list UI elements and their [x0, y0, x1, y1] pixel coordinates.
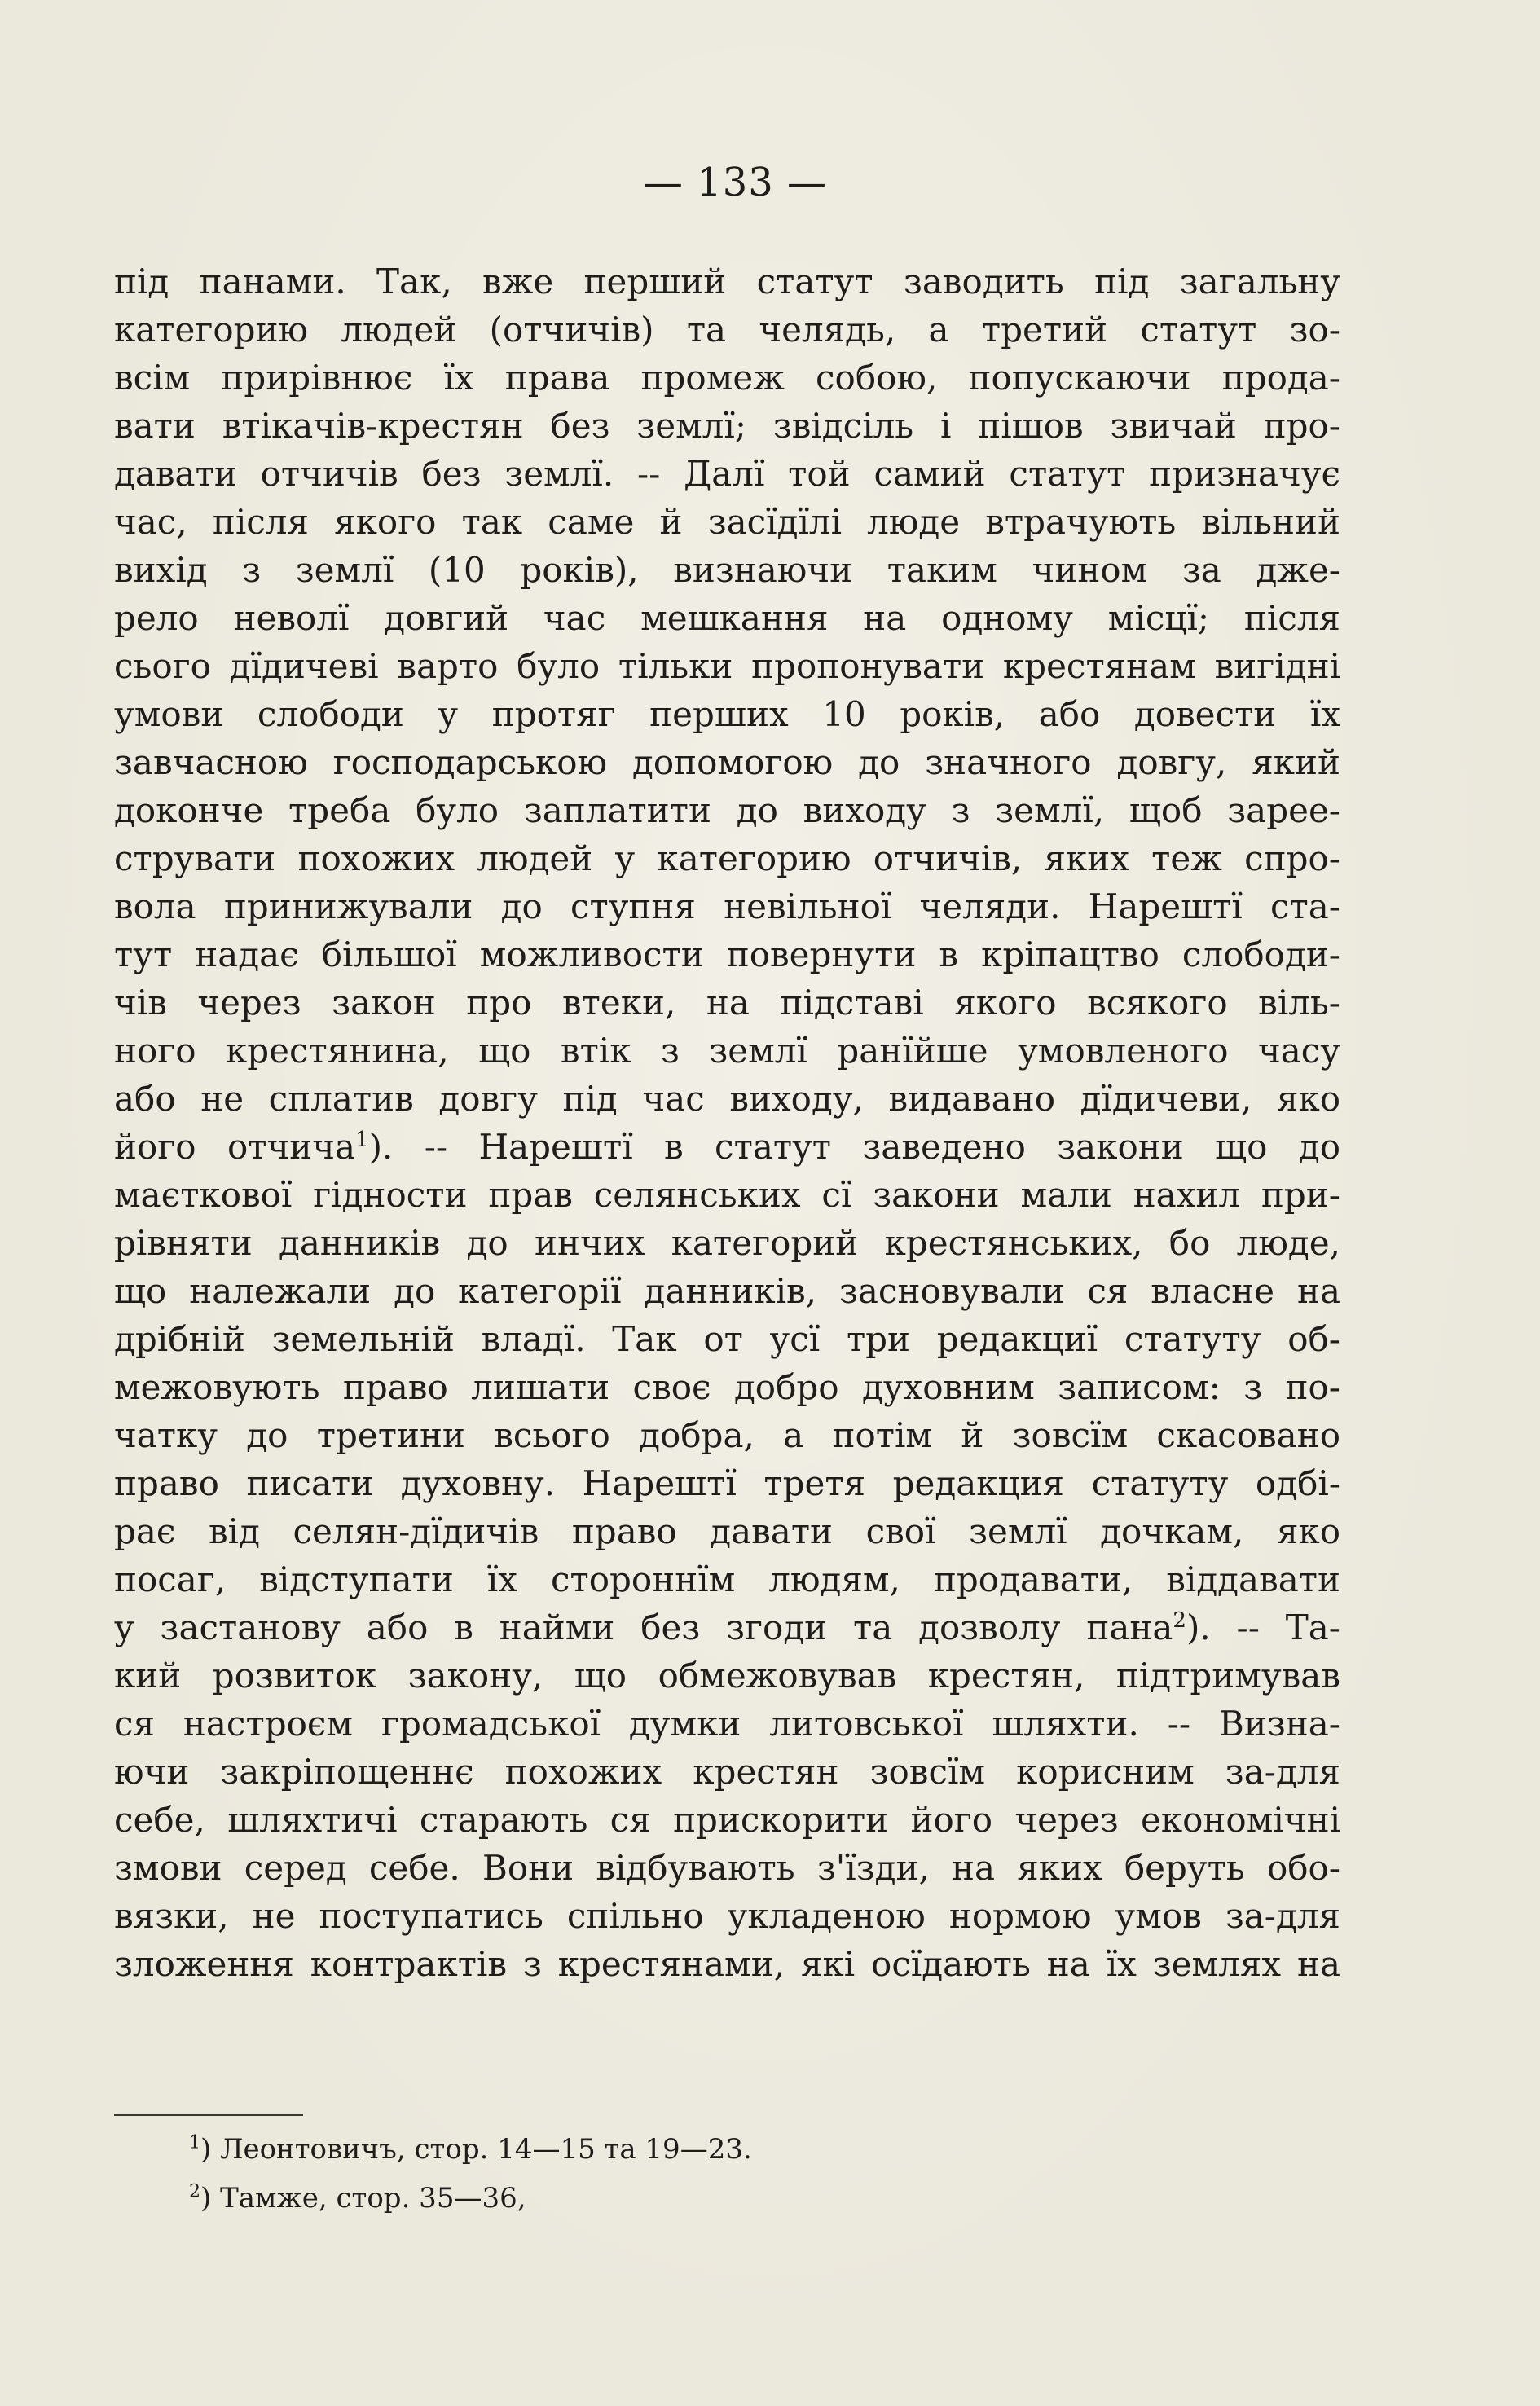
text-line-main: змови серед себе. Вони відбувають з'їзди, на яких беруть обо-	[114, 1848, 1340, 1888]
text-line	[114, 1027, 1340, 1075]
text-line	[114, 1940, 1340, 1988]
text-line	[114, 1219, 1340, 1267]
text-line-continuation: ). -- Та-	[1186, 1608, 1340, 1647]
text-line-content	[114, 257, 1340, 306]
text-line-content	[114, 1411, 1340, 1459]
text-line-content	[114, 1219, 1340, 1267]
text-line-content	[114, 738, 1340, 786]
text-line-content	[114, 354, 1340, 402]
text-line-content	[114, 594, 1340, 642]
text-line	[114, 498, 1340, 546]
text-line-content	[114, 690, 1340, 738]
text-line	[114, 354, 1340, 402]
text-line-main: вязки, не поступатись спільно укладеною нормою умов за-для	[114, 1896, 1340, 1936]
text-line	[114, 1844, 1340, 1892]
footnote-item	[189, 2125, 1167, 2174]
text-line-content	[114, 642, 1340, 690]
text-line	[114, 450, 1340, 498]
text-line	[114, 786, 1340, 834]
footnote-text: ) Тамже, стор. 35—36,	[200, 2182, 526, 2215]
text-line-main: вола принижували до ступня невільної челяди. Нарештї ста-	[114, 886, 1340, 926]
text-line-main: чів через закон про втеки, на підставі якого всякого віль-	[114, 983, 1340, 1023]
text-line	[114, 1075, 1340, 1123]
text-line-main: у застанову або в найми без згоди та дозволу пана	[114, 1608, 1173, 1647]
text-line	[114, 306, 1340, 354]
text-line-content	[114, 834, 1340, 882]
text-line-content	[114, 1075, 1340, 1123]
text-line-main: давати отчичів без землї. -- Далї той самий статут призначує	[114, 454, 1340, 494]
text-line-main: всім прирівнює їх права промеж собою, попускаючи прода-	[114, 358, 1340, 398]
text-line-content	[114, 450, 1340, 498]
text-line	[114, 257, 1340, 306]
text-line-main: завчасною господарською допомогою до значного довгу, який	[114, 742, 1340, 782]
text-line-main: право писати духовну. Нарештї третя редакция статуту одбі-	[114, 1463, 1340, 1503]
text-line-main: струвати похожих людей у категорию отчичів, яких теж спро-	[114, 838, 1340, 878]
text-line-main: вихід з землї (10 років), визнаючи таким чином за дже-	[114, 550, 1340, 590]
text-line-main: умови слободи у протяг перших 10 років, або довести їх	[114, 694, 1340, 734]
text-line	[114, 1603, 1340, 1652]
text-line-continuation: ). -- Нарештї в статут заведено закони що до	[368, 1127, 1340, 1167]
text-line-main: себе, шляхтичі старають ся прискорити його через економічні	[114, 1800, 1340, 1840]
text-line	[114, 1459, 1340, 1507]
footnote-mark: 1	[189, 2132, 200, 2153]
text-line-main: зложення контрактів з крестянами, які осїдають на їх землях на	[114, 1944, 1340, 1984]
text-line-main: рівняти данників до инчих категорий крестянських, бо люде,	[114, 1223, 1340, 1263]
text-line-main: рає від селян-дїдичів право давати свої землї дочкам, яко	[114, 1511, 1340, 1551]
text-line-content	[114, 979, 1340, 1027]
text-line-main: що належали до категорії данників, засновували ся власне на	[114, 1271, 1340, 1311]
text-line-content	[114, 882, 1340, 930]
text-line-content	[114, 1796, 1340, 1844]
text-line-main: межовують право лишати своє добро духовним записом: з по-	[114, 1367, 1340, 1407]
text-line-content	[114, 1363, 1340, 1411]
text-line	[114, 1123, 1340, 1171]
text-line	[114, 930, 1340, 979]
text-line-main: ючи закріпощеннє похожих крестян зовсїм корисним за-для	[114, 1752, 1340, 1792]
text-line	[114, 642, 1340, 690]
text-line	[114, 1507, 1340, 1555]
footnotes	[189, 2125, 1167, 2223]
text-line-main: ся настроєм громадської думки литовської шляхти. -- Визна-	[114, 1704, 1340, 1744]
text-line-main: категорию людей (отчичів) та челядь, а третий статут зо-	[114, 310, 1340, 350]
text-line-content	[114, 1027, 1340, 1075]
text-line-main: під панами. Так, вже перший статут заводить під загальну	[114, 262, 1340, 301]
text-line-main: час, після якого так саме й засїдїлі люде втрачують вільний	[114, 502, 1340, 542]
text-line-content	[114, 1940, 1340, 1988]
text-line-content	[114, 1507, 1340, 1555]
text-line	[114, 979, 1340, 1027]
text-line-content	[114, 1603, 1340, 1652]
text-line	[114, 1363, 1340, 1411]
text-line-content	[114, 1171, 1340, 1219]
text-line	[114, 1748, 1340, 1796]
text-line-content	[114, 1267, 1340, 1315]
text-line	[114, 1171, 1340, 1219]
text-line-main: ного крестянина, що втік з землї ранїйше умовленого часу	[114, 1031, 1340, 1071]
footnote-mark: 2	[189, 2181, 200, 2202]
text-line	[114, 402, 1340, 450]
text-line-main: сього дїдичеві варто було тільки пропонувати крестянам вигідні	[114, 646, 1340, 686]
page-number: — 133 —	[643, 160, 828, 205]
text-line-main: його отчича	[114, 1127, 356, 1167]
text-line-main: маєткової гідности прав селянських сї закони мали нахил при-	[114, 1175, 1340, 1215]
text-line	[114, 546, 1340, 594]
text-line	[114, 1700, 1340, 1748]
text-line-content	[114, 306, 1340, 354]
text-line-main: кий розвиток закону, що обмежовував крестян, підтримував	[114, 1656, 1340, 1696]
text-line	[114, 1892, 1340, 1940]
footnote-reference: 1	[355, 1128, 369, 1152]
text-line-main: посаг, відступати їх стороннїм людям, продавати, віддавати	[114, 1559, 1340, 1599]
footnote-item	[189, 2174, 1167, 2223]
text-line	[114, 834, 1340, 882]
text-line-content	[114, 1315, 1340, 1363]
text-line-content	[114, 1844, 1340, 1892]
text-line	[114, 594, 1340, 642]
text-line-main: або не сплатив довгу під час виходу, видавано дїдичеви, яко	[114, 1079, 1340, 1119]
text-line-content	[114, 402, 1340, 450]
text-line-content	[114, 498, 1340, 546]
text-line-main: доконче треба було заплатити до виходу з землї, щоб зарее-	[114, 790, 1340, 830]
text-line-content	[114, 1748, 1340, 1796]
text-line-main: рело неволї довгий час мешкання на одному місцї; після	[114, 598, 1340, 638]
text-line-content	[114, 1892, 1340, 1940]
text-line-content	[114, 1700, 1340, 1748]
text-line-main: чатку до третини всього добра, а потім й зовсїм скасовано	[114, 1415, 1340, 1455]
text-line	[114, 1267, 1340, 1315]
text-line	[114, 1652, 1340, 1700]
text-line	[114, 690, 1340, 738]
text-line-content	[114, 930, 1340, 979]
text-line	[114, 1411, 1340, 1459]
text-line-content	[114, 786, 1340, 834]
footnote-reference: 2	[1173, 1608, 1186, 1633]
text-line-content	[114, 546, 1340, 594]
text-line-content	[114, 1652, 1340, 1700]
text-line	[114, 1315, 1340, 1363]
text-line-content	[114, 1123, 1340, 1171]
text-line	[114, 1555, 1340, 1603]
footnote-text: ) Леонтовичъ, стор. 14—15 та 19—23.	[200, 2133, 752, 2166]
text-line-content	[114, 1459, 1340, 1507]
text-line	[114, 882, 1340, 930]
text-line-main: дрібній земельній владї. Так от усї три редакциї статуту об-	[114, 1319, 1340, 1359]
footnote-divider	[114, 2114, 303, 2116]
main-text	[114, 257, 1340, 1988]
text-line-main: тут надає більшої можливости повернути в кріпацтво слободи-	[114, 935, 1340, 974]
text-line	[114, 738, 1340, 786]
text-line-main: вати втікачів-крестян без землї; звідсіль і пішов звичай про-	[114, 406, 1340, 446]
text-line	[114, 1796, 1340, 1844]
text-line-content	[114, 1555, 1340, 1603]
